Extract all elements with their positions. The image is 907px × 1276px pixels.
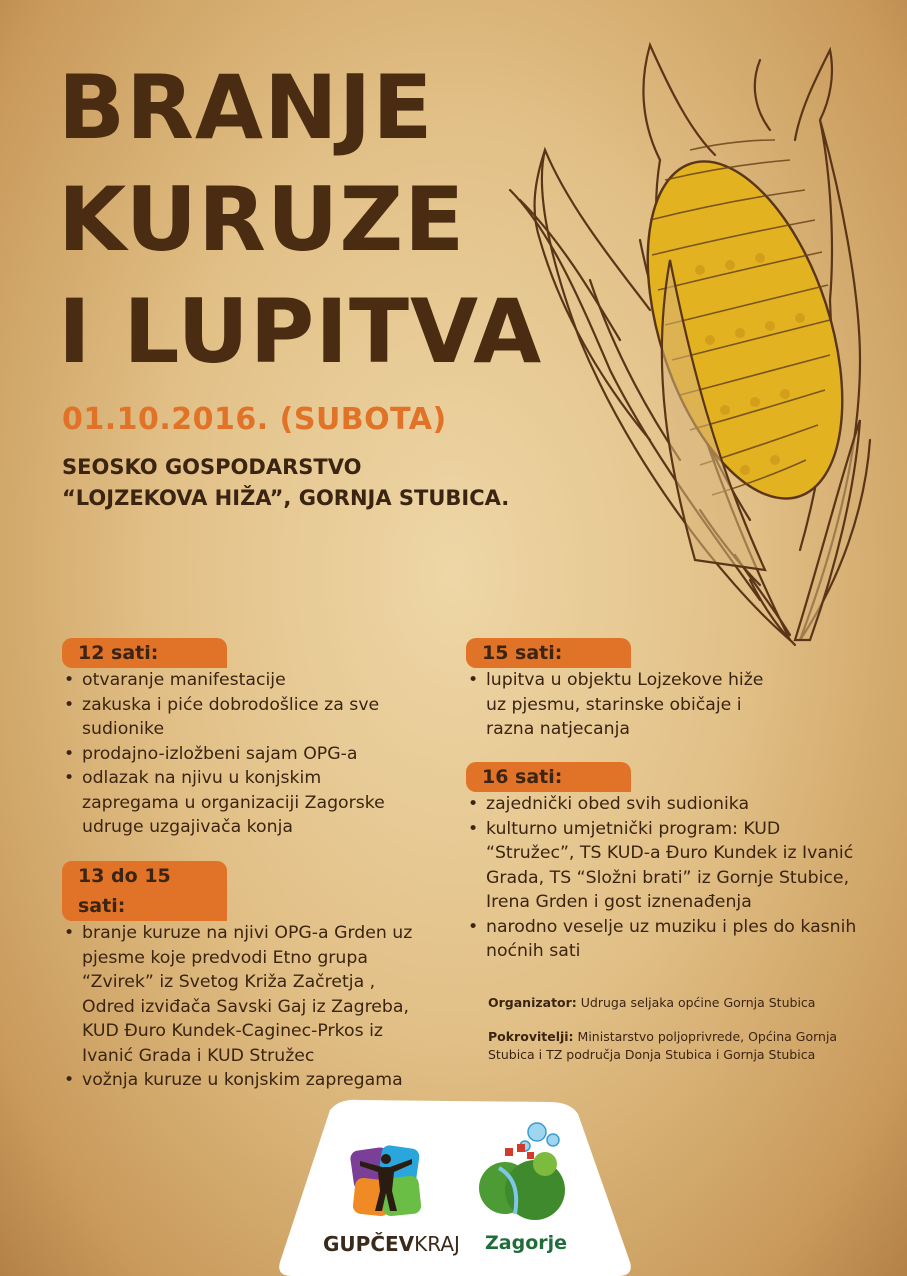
- schedule-block-16: [466, 762, 861, 964]
- gupcev-wordmark-bold: GUPČEV: [323, 1232, 415, 1256]
- time-tag: 16 sati:: [466, 762, 631, 792]
- schedule-block-12: [62, 638, 402, 840]
- venue-line-1: SEOSKO GOSPODARSTVO: [62, 455, 362, 479]
- organizer-text: Udruga seljaka općine Gornja Stubica: [580, 995, 816, 1010]
- title-line-1: BRANJE: [58, 56, 434, 159]
- item-list: [62, 921, 422, 1093]
- sponsors-label: Pokrovitelji:: [488, 1029, 574, 1044]
- poster-title: [58, 52, 542, 388]
- gupcev-kraj-wordmark: [323, 1232, 460, 1256]
- sponsors: [488, 1028, 858, 1064]
- event-date: 01.10.2016. (SUBOTA): [62, 402, 447, 437]
- list-item: • narodno veselje uz muziku i ples do kasnih noćnih sati: [466, 915, 861, 964]
- sponsors-text: Ministarstvo poljoprivrede, Općina Gornja Stubica i TZ područja Donja Stubica i Gornja Stubica: [488, 1029, 838, 1062]
- list-item: • otvaranje manifestacije: [62, 668, 402, 693]
- venue-line-2: “LOJZEKOVA HIŽA”, GORNJA STUBICA.: [62, 486, 510, 510]
- title-line-2: KURUZE: [58, 168, 466, 271]
- list-item: • lupitva u objektu Lojzekove hiže uz pjesmu, starinske običaje i razna natjecanja: [466, 668, 776, 742]
- list-item: • prodajno-izložbeni sajam OPG-a: [62, 742, 402, 767]
- title-line-3: I LUPITVA: [58, 280, 543, 383]
- list-item: • odlazak na njivu u konjskim zapregama u organizaciji Zagorske udruge uzgajivača konja: [62, 766, 402, 840]
- corn-illustration: [500, 40, 880, 660]
- time-tag: 12 sati:: [62, 638, 227, 668]
- gupcev-wordmark-light: KRAJ: [414, 1232, 460, 1256]
- organizer-label: Organizator:: [488, 995, 577, 1010]
- organizer: [488, 994, 868, 1012]
- item-list: [466, 792, 861, 964]
- zagorje-wordmark: Zagorje: [485, 1232, 568, 1254]
- list-item: • kulturno umjetnički program: KUD “Stružec”, TS KUD-a Đuro Kundek iz Ivanić Grada, TS “Složni brati” iz Gornje Stubice, Irena Grden i gost iznenađenja: [466, 817, 861, 915]
- time-tag: 15 sati:: [466, 638, 631, 668]
- time-tag: 13 do 15 sati:: [62, 861, 227, 921]
- list-item: • zajednički obed svih sudionika: [466, 792, 861, 817]
- item-list: [62, 668, 402, 840]
- schedule-block-15: [466, 638, 776, 742]
- venue: [62, 452, 509, 514]
- gupcev-kraj-logo: [350, 1145, 422, 1217]
- item-list: [466, 668, 776, 742]
- list-item: • vožnja kuruze u konjskim zapregama: [62, 1068, 422, 1093]
- zagorje-logo: [475, 1118, 585, 1228]
- list-item: • branje kuruze na njivi OPG-a Grden uz pjesme koje predvodi Etno grupa “Zvirek” iz Svetog Križa Začretja , Odred izviđača Savski Gaj iz Zagreba, KUD Đuro Kundek-Caginec-Prkos iz Ivanić Grada i KUD Stružec: [62, 921, 422, 1068]
- schedule-block-13-15: [62, 861, 422, 1093]
- list-item: • zakuska i piće dobrodošlice za sve sudionike: [62, 693, 402, 742]
